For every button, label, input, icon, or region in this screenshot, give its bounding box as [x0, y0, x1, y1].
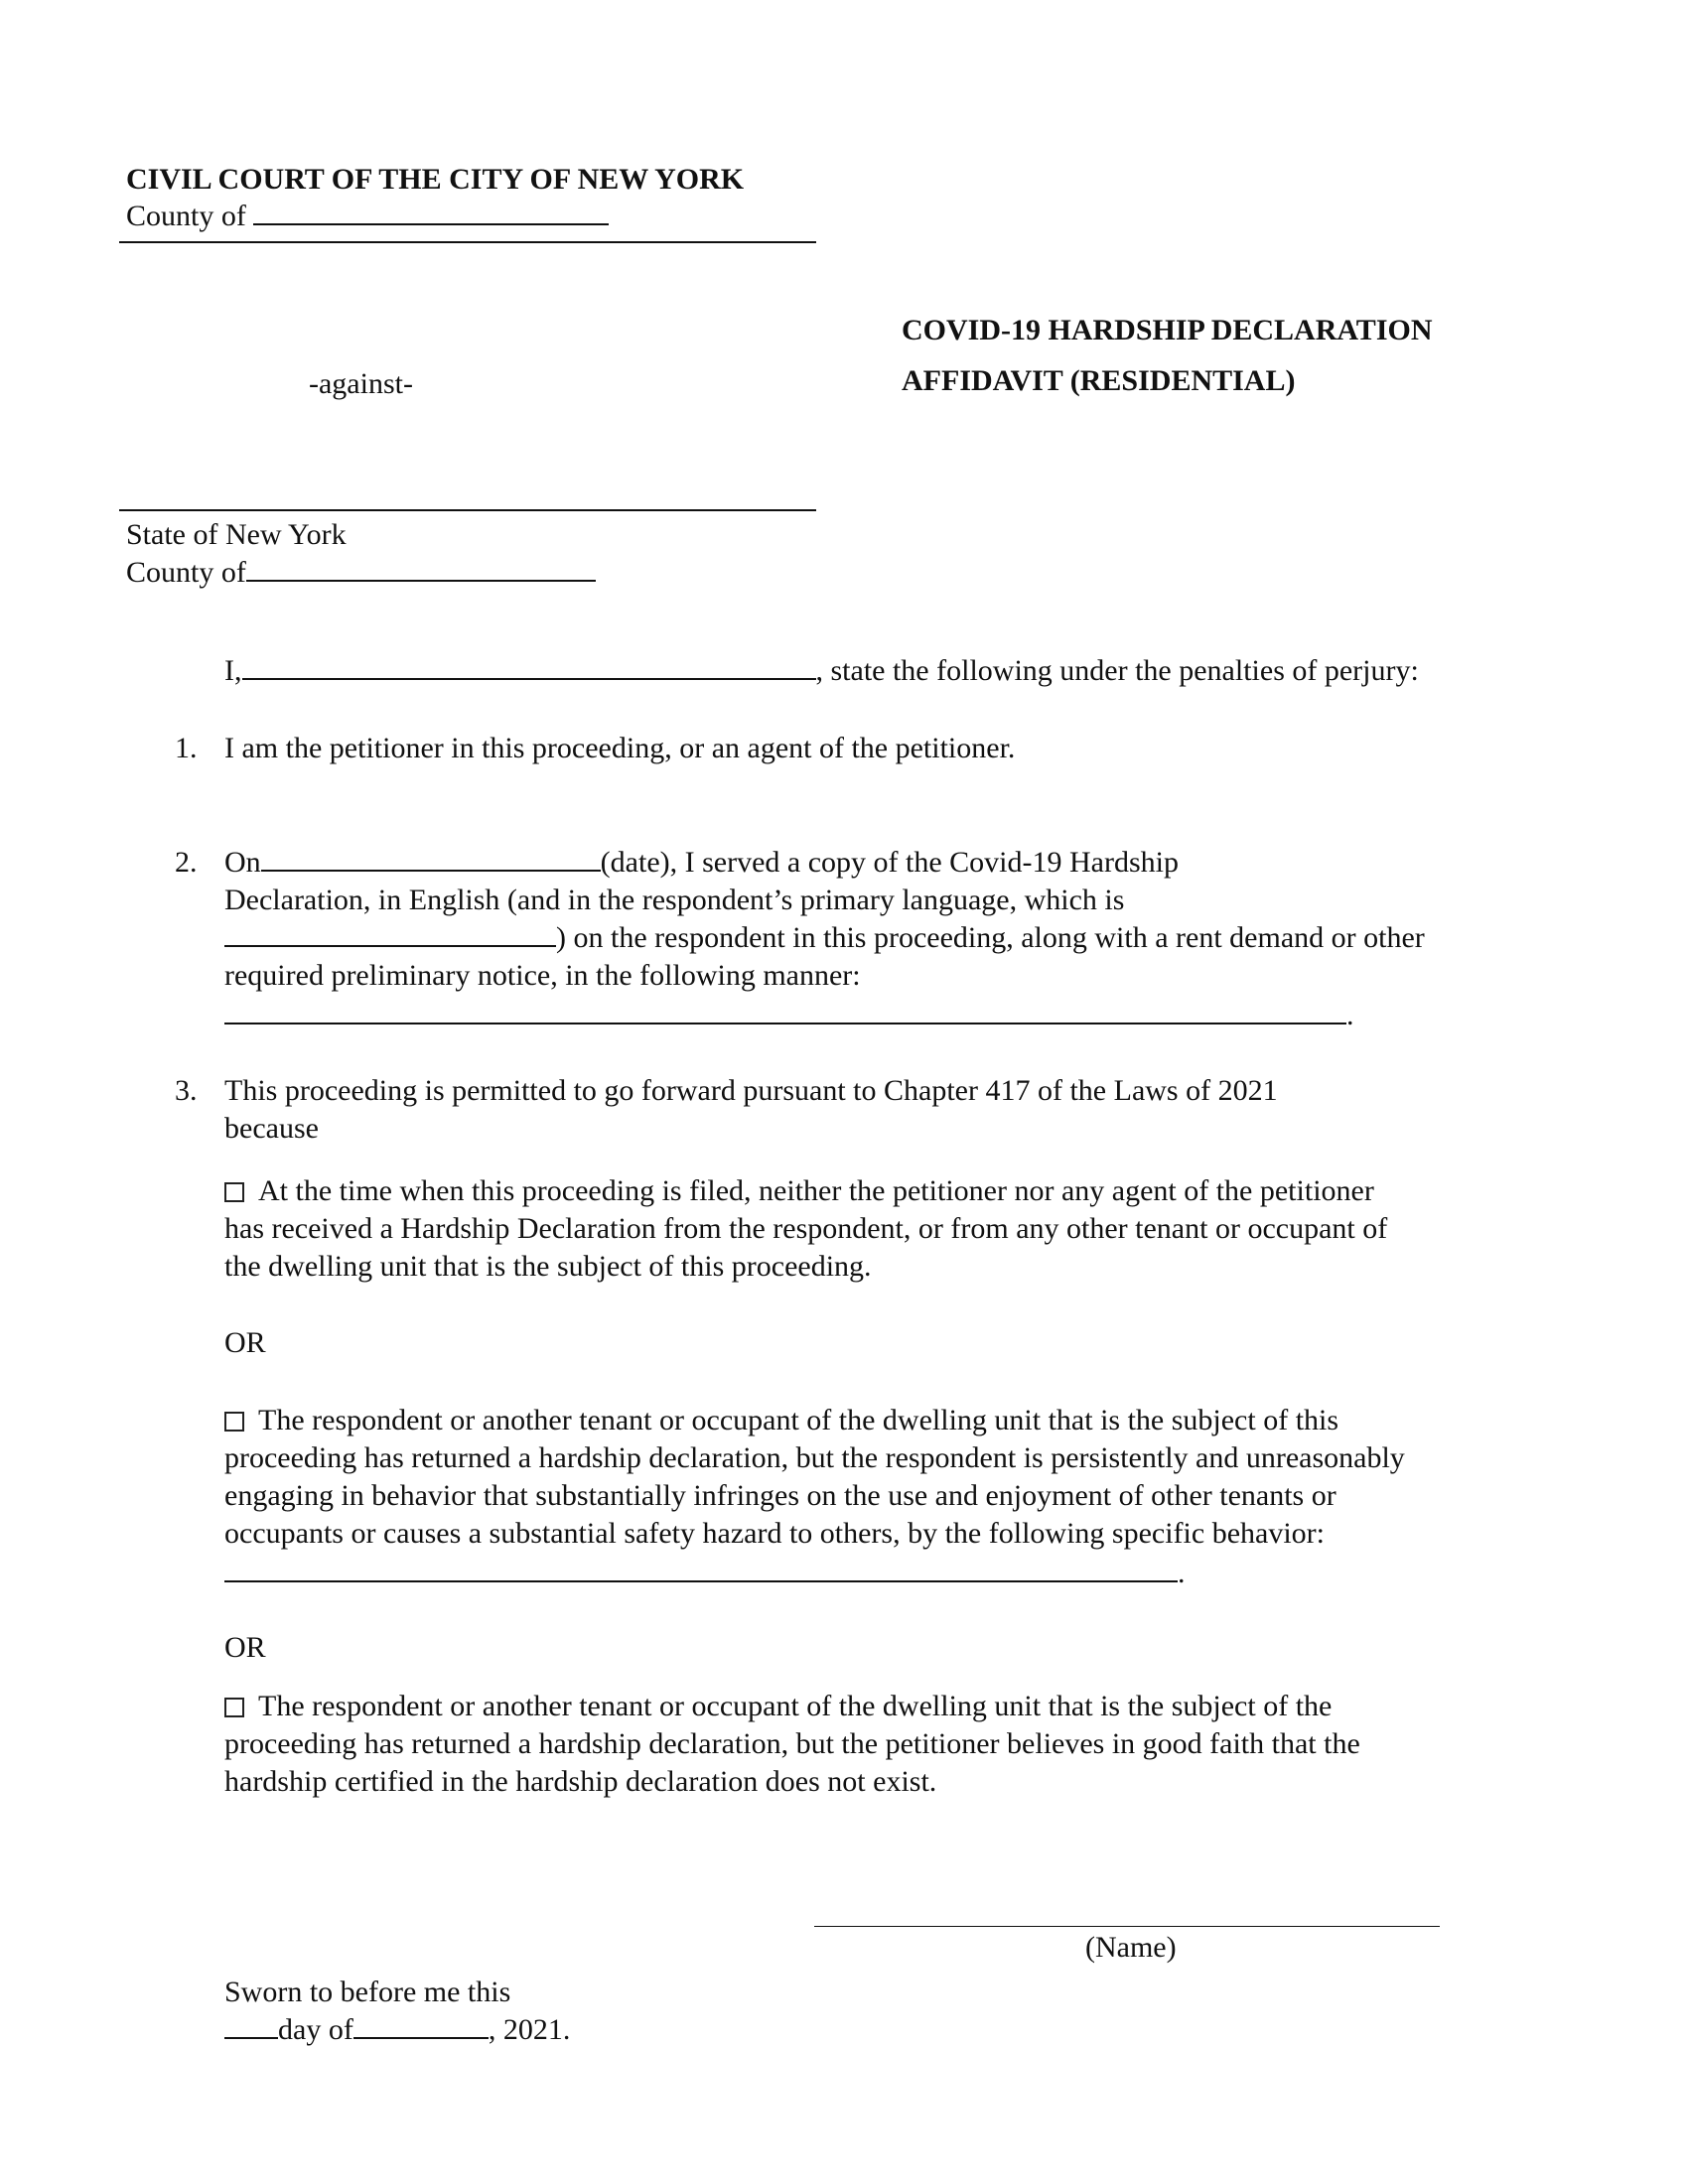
item3-line1: This proceeding is permitted to go forward pursuant to Chapter 417 of the Laws of 2021	[224, 1074, 1278, 1107]
jurat-line2	[224, 2011, 570, 2049]
item2-line3	[224, 919, 1425, 957]
option-a-line1	[224, 1172, 1374, 1210]
venue-county-label: County of	[126, 556, 246, 589]
venue-state: State of New York	[126, 518, 347, 551]
option-c-line1	[224, 1688, 1332, 1725]
item2-line1	[224, 844, 1179, 882]
option-c-line2: proceeding has returned a hardship declaration, but the petitioner believes in good faith that the	[224, 1727, 1360, 1760]
caption-bottom-rule[interactable]	[119, 509, 816, 511]
option-b-checkbox[interactable]	[224, 1412, 244, 1432]
jurat-day-blank[interactable]	[224, 2011, 278, 2039]
option-b-behavior-line	[224, 1555, 1186, 1592]
item1-text: I am the petitioner in this proceeding, or an agent of the petitioner.	[224, 732, 1016, 764]
option-b-line2: proceeding has returned a hardship declaration, but the respondent is persistently and unreasonably	[224, 1441, 1405, 1474]
specific-behavior-blank[interactable]	[224, 1555, 1178, 1582]
venue-county-line	[126, 554, 596, 592]
item2-on-label: On	[224, 846, 261, 879]
service-date-blank[interactable]	[261, 844, 601, 872]
venue-county-blank[interactable]	[246, 554, 596, 582]
intro-suffix: , state the following under the penalties of perjury:	[815, 654, 1419, 687]
primary-language-blank[interactable]	[224, 919, 556, 947]
option-b-line4: occupants or causes a substantial safety hazard to others, by the following specific behavior:	[224, 1517, 1325, 1550]
or-separator-2: OR	[224, 1631, 266, 1664]
service-manner-blank[interactable]	[224, 997, 1346, 1024]
option-b-end: .	[1178, 1557, 1186, 1589]
item2-line3-text: ) on the respondent in this proceeding, along with a rent demand or other	[556, 921, 1425, 954]
affiant-name-blank[interactable]	[242, 652, 816, 680]
option-a-text-1: At the time when this proceeding is filed, neither the petitioner nor any agent of the petitioner	[258, 1174, 1374, 1207]
item2-line4: required preliminary notice, in the following manner:	[224, 959, 861, 992]
intro-prefix: I,	[224, 654, 242, 687]
court-county-line	[126, 198, 609, 235]
item3-number: 3.	[175, 1074, 198, 1107]
item2-line1-text: (date), I served a copy of the Covid-19 Hardship	[600, 846, 1179, 879]
item2-line5	[224, 997, 1354, 1034]
jurat-day-text: day of	[278, 2013, 353, 2046]
item1-number: 1.	[175, 732, 198, 764]
affidavit-title-line2: AFFIDAVIT (RESIDENTIAL)	[902, 364, 1296, 397]
item3-line2: because	[224, 1112, 319, 1145]
against-label: -against-	[309, 367, 413, 400]
item2-line2: Declaration, in English (and in the respondent’s primary language, which is	[224, 884, 1125, 916]
or-separator-1: OR	[224, 1326, 266, 1359]
jurat-line1: Sworn to before me this	[224, 1976, 511, 2008]
option-c-text-1: The respondent or another tenant or occupant of the dwelling unit that is the subject of the	[258, 1690, 1333, 1722]
signature-line[interactable]	[814, 1926, 1440, 1927]
jurat-month-blank[interactable]	[353, 2011, 489, 2039]
option-b-line1	[224, 1402, 1338, 1439]
option-c-line3: hardship certified in the hardship declaration does not exist.	[224, 1765, 937, 1798]
option-a-line2: has received a Hardship Declaration from the respondent, or from any other tenant or occupant of	[224, 1212, 1388, 1245]
option-b-text-1: The respondent or another tenant or occupant of the dwelling unit that is the subject of this	[258, 1404, 1339, 1436]
intro-line	[224, 652, 1419, 690]
option-c-checkbox[interactable]	[224, 1698, 244, 1717]
court-county-blank[interactable]	[253, 198, 609, 225]
affidavit-title-line1: COVID-19 HARDSHIP DECLARATION	[902, 314, 1433, 346]
option-b-line3: engaging in behavior that substantially infringes on the use and enjoyment of other tenants or	[224, 1479, 1336, 1512]
court-county-label: County of	[126, 200, 246, 232]
signature-name-label: (Name)	[1085, 1931, 1177, 1964]
jurat-year-text: , 2021.	[488, 2013, 571, 2046]
item2-number: 2.	[175, 846, 198, 879]
option-a-line3: the dwelling unit that is the subject of this proceeding.	[224, 1250, 872, 1283]
court-name: CIVIL COURT OF THE CITY OF NEW YORK	[126, 163, 745, 196]
item2-line5-end: .	[1346, 999, 1354, 1031]
caption-top-rule	[119, 241, 816, 243]
option-a-checkbox[interactable]	[224, 1182, 244, 1202]
